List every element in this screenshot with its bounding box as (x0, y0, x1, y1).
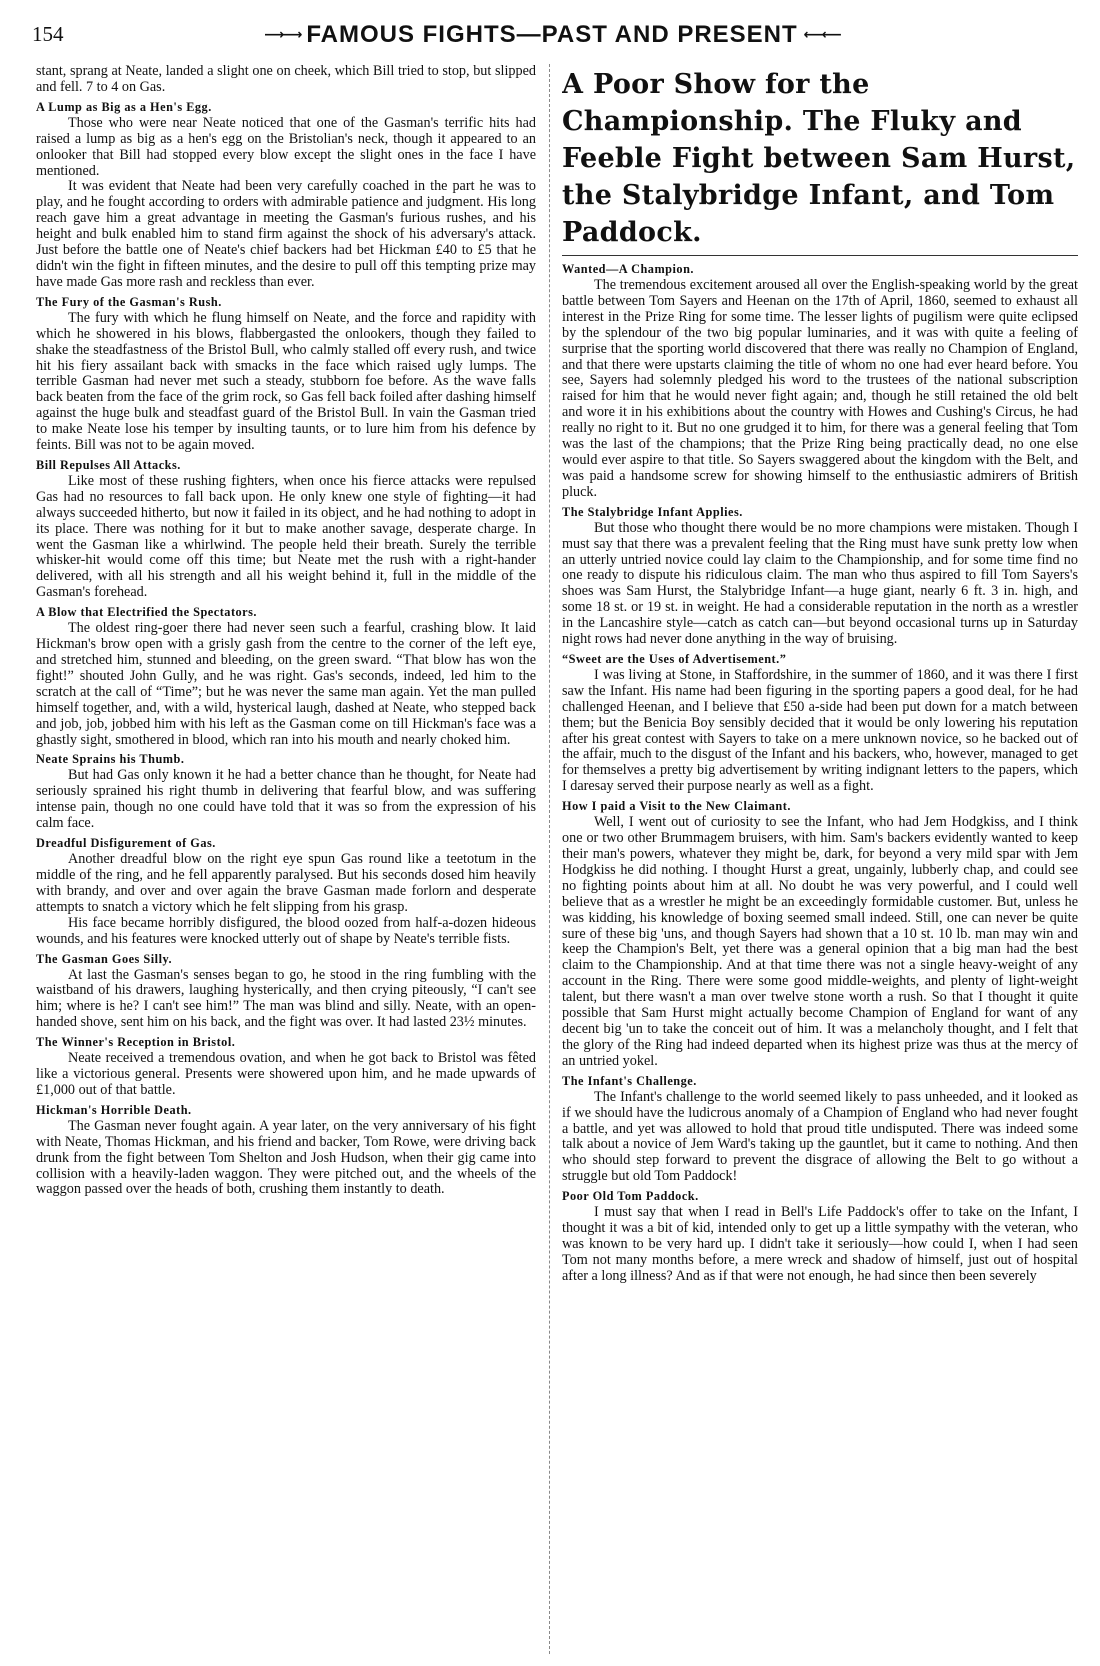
paragraph: stant, sprang at Neate, landed a slight one on cheek, which Bill tried to stop, but slipped and fell. 7 to 4 on Gas. (36, 64, 536, 95)
subheading: How I paid a Visit to the New Claimant. (562, 799, 791, 814)
paragraph: But had Gas only known it he had a better chance than he thought, for Neate had seriously sprained his right thumb in delivering that fearful blow, and was suffering intense pain, though no one could have told that it was so from the expression of his calm face. (36, 767, 536, 832)
subheading: The Winner's Reception in Bristol. (36, 1035, 236, 1050)
paragraph: It was evident that Neate had been very carefully coached in the part he was to play, and he fought according to orders with admirable patience and judgment. His long reach gave him a great advantage in meeting the Gasman's furious rushes, and his height and bulk enabled him to stand firm against the shock of his adversary's attack. Just before the battle one of Neate's chief backers had bet Hickman £40 to £5 that he didn't win the fight in fifteen minutes, and the desire to pull off this tempting prize may have made Gas more rash and reckless than ever. (36, 178, 536, 290)
title-divider (562, 255, 1078, 256)
right-column (562, 64, 1078, 1654)
subheading: Poor Old Tom Paddock. (562, 1189, 699, 1204)
subheading: “Sweet are the Uses of Advertisement.” (562, 651, 787, 666)
left-column (36, 64, 536, 1654)
paragraph: I must say that when I read in Bell's Life Paddock's offer to take on the Infant, I thought it was a bit of kid, intended only to get up a little sympathy with the veteran, who was known to be very hard up. I didn't take it seriously—how could I, when I had seen Tom not many months before, a mere wreck and shadow of himself, just out of hospital after a long illness? And as if that were not enough, he had since then been severely (562, 1204, 1078, 1284)
article-title: A Poor Show for the Championship. The Fluky and Feeble Fight between Sam Hurst, the Stalybridge Infant, and Tom Paddock. (562, 69, 1076, 248)
page-number: 154 (32, 22, 64, 46)
paragraph: Neate received a tremendous ovation, and when he got back to Bristol was fêted like a victorious general. Presents were showered upon him, and he made upwards of £1,000 out of that battle. (36, 1050, 536, 1098)
subheading: A Lump as Big as a Hen's Egg. (36, 99, 212, 114)
subheading: The Fury of the Gasman's Rush. (36, 294, 222, 309)
left-ornament-icon: ⟶⟶ (264, 26, 301, 42)
subheading: The Gasman Goes Silly. (36, 951, 173, 966)
page-header (32, 20, 1072, 48)
paragraph: Like most of these rushing fighters, when once his fierce attacks were repulsed Gas had no resources to fall back upon. He only knew one style of fighting—it had always succeeded hitherto, but now it failed in its object, and he had nothing to adopt in its place. There was nothing for it but to make another savage, desperate charge. In went the Gasman like a whirlwind. The people held their breath. Surely the terrible whisker-hit would come off this time; but Neate met the rush with a right-hander delivered, with all his strength and all his weight behind it, full in the middle of the Gasman's forehead. (36, 472, 536, 601)
subheading: The Stalybridge Infant Applies. (562, 504, 743, 519)
paragraph: The oldest ring-goer there had never seen such a fearful, crashing blow. It laid Hickman's brow open with a grisly gash from the centre to the corner of the left eye, and stretched him, stunned and bleeding, on the green sward. “That blow has won the fight!” shouted John Gully, and he was right. Gas's seconds, indeed, led him to the scratch at the call of “Time”; but he was never the same man again. Yet the man pulled himself together, and, with a wild, hysterical laugh, dashed at Neate, who stepped back and job, job, jobbed him with his left as the Gasman come on till Hickman's face was a ghastly sight, smothered in blood, which ran into his mouth and nearly choked him. (36, 620, 536, 748)
paragraph: His face became horribly disfigured, the blood oozed from half-a-dozen hideous wounds, and his features were knocked utterly out of shape by Neate's terrible fists. (36, 914, 536, 947)
subheading: A Blow that Electrified the Spectators. (36, 605, 257, 620)
right-ornament-icon: ⟵⟵ (803, 26, 840, 42)
subheading: Dreadful Disfigurement of Gas. (36, 836, 216, 851)
paragraph: The fury with which he flung himself on Neate, and the force and rapidity with which he showered in his blows, flabbergasted the onlookers, though they failed to shake the steadfastness of the Bristol Bull, who calmly stalled off every rush, and twice hit his fiery assailant back with smacks in the face which raised ugly lumps. The terrible Gasman had never met such a steady, stubborn foe before. As the wave falls back beaten from the face of the grim rock, so Gas fell back foiled after dashing himself against the huge bulk and steadfast guard of the Bristol Bull. In vain the Gasman tried to make Neate lose his temper by insulting taunts, or to lure him from his defence by feints. Bill was not to be again moved. (36, 309, 536, 454)
paragraph: The Gasman never fought again. A year later, on the very anniversary of his fight with Neate, Thomas Hickman, and his friend and backer, Tom Rowe, were driving back drunk from the fight between Tom Shelton and Josh Hudson, when their gig came into collision with a heavily-laden waggon. They were pitched out, and the wheels of the waggon passed over the heads of both, crushing them instantly to death. (36, 1117, 536, 1198)
subheading: Neate Sprains his Thumb. (36, 752, 185, 767)
running-title: FAMOUS FIGHTS—PAST AND PRESENT (306, 21, 798, 48)
paragraph: But those who thought there would be no more champions were mistaken. Though I must say that there was a prevalent feeling that the Ring must have sunk pretty low when an utterly untried novice could lay claim to the Championship, and for some time find no one ready to dispute his ridiculous claim. The man who thus aspired to fill Tom Sayers's shoes was Sam Hurst, the Stalybridge Infant—a huge giant, nearly 6 ft. 3 in. high, and some 18 st. or 19 st. in weight. He had a considerable reputation in the north as a wrestler in the Lancashire style—catch as catch can—but beyond occasional turns up in Saturday night rows had never done anything in the way of bruising. (562, 519, 1078, 648)
paragraph: Those who were near Neate noticed that one of the Gasman's terrific hits had raised a lump as big as a hen's egg on the Bristolian's neck, though it appeared to an onlooker that Bill had stopped every blow except the slight ones in the face I have mentioned. (36, 114, 536, 179)
paragraph: Well, I went out of curiosity to see the Infant, who had Jem Hodgkiss, and I think one or two other Brummagem bruisers, with him. Sam's backers evidently wanted to keep their man's powers, whatever they might be, dark, for beyond a very mild spar with Jem Hodgkiss he did nothing. I thought Hurst a great, ungainly, lubberly chap, and could see no fighting points about him at all. No doubt he was very powerful, and I could well believe that as a wrestler he might be an exceedingly formidable customer. But, unless he was kidding, his knowledge of boxing seemed small indeed. Still, one can never be quite sure of these big 'uns, and though Sayers had shown that a 10 st. 10 lb. man may win and keep the Champion's Belt, yet there was a general opinion that a big man had the best claim to the Championship. And at that time there was not a single heavy-weight of any account in the Ring. There were some good middle-weights, and plenty of light-weight talent, but there wasn't a man over twelve stone worth a rush. So that I thought it quite possible that Sam Hurst might actually become Champion of England for want of any decent big 'un to take the conceit out of him. It was a melancholy thought, and I felt that the glory of the Ring had indeed departed when its highest prize was thus at the mercy of an untried yokel. (562, 814, 1078, 1069)
paragraph: At last the Gasman's senses began to go, he stood in the ring fumbling with the waistband of his drawers, laughing hysterically, and then crying piteously, “I can't see him; where is he? I can't see him!” The man was blind and silly. Neate, with an open-handed shove, sent him on his back, and the fight was over. It had lasted 23½ minutes. (36, 966, 536, 1031)
running-title-block (32, 20, 1072, 49)
paragraph: Another dreadful blow on the right eye spun Gas round like a teetotum in the middle of the ring, and he fell apparently paralysed. But his seconds dosed him heavily with brandy, and over and over again the brave Gasman made forlorn and desperate attempts to snatch a victory which he felt slipping from his grasp. (36, 851, 536, 915)
paragraph: The tremendous excitement aroused all over the English-speaking world by the great battle between Tom Sayers and Heenan on the 17th of April, 1860, seemed to exhaust all interest in the Prize Ring for some time. The lesser lights of pugilism were quite eclipsed by the splendour of the two big popular luminaries, and it was with quite a feeling of surprise that the sporting world discovered that there was really no Champion of England, and that there were upstarts claiming the title of whom no one had ever heard before. You see, Sayers had solemnly pledged his word to the trustees of the national subscription raised for him that he would never fight again; and, though he still retained the old belt and wore it in his exhibitions about the country with Howes and Cushing's Circus, he had really no right to it. But no one grudged it to him, for there was a general feeling that Tom was the last of the champions; that the Prize Ring being practically dead, no one else would ever aspire to that title. So Sayers swaggered about the kingdom with the Belt, and was paid a handsome screw for showing himself to the enthusiastic admirers of British pluck. (562, 277, 1078, 500)
paragraph: The Infant's challenge to the world seemed likely to pass unheeded, and it looked as if we should have the ludicrous anomaly of a Champion of England who had never fought a battle, and yet was allowed to hold that proud title undisputed. There was indeed some talk about a novice of Jem Ward's taking up the gauntlet, but it came to nothing. And then who should step forward to prevent the disgrace of allowing the Belt to go without a struggle but old Tom Paddock! (562, 1088, 1078, 1185)
subheading: Hickman's Horrible Death. (36, 1102, 192, 1117)
subheading: Wanted—A Champion. (562, 262, 694, 276)
paragraph: I was living at Stone, in Staffordshire, in the summer of 1860, and it was there I first saw the Infant. His name had been figuring in the sporting papers a good deal, for he had challenged Heenan, and I believe that £50 a-side had been put down for a match between them; but the Benicia Boy sensibly decided that it would be only lowering his reputation after his great contest with Sayers to take on a mere unknown novice, so he backed out of the affair, much to the disgust of the Infant and his backers, who, however, managed to get for themselves a pretty big advertisement by writing indignant letters to the papers, which I daresay served their purpose nearly as well as a fight. (562, 666, 1078, 795)
subheading: Bill Repulses All Attacks. (36, 457, 181, 472)
column-divider (549, 64, 550, 1654)
subheading: The Infant's Challenge. (562, 1073, 697, 1088)
